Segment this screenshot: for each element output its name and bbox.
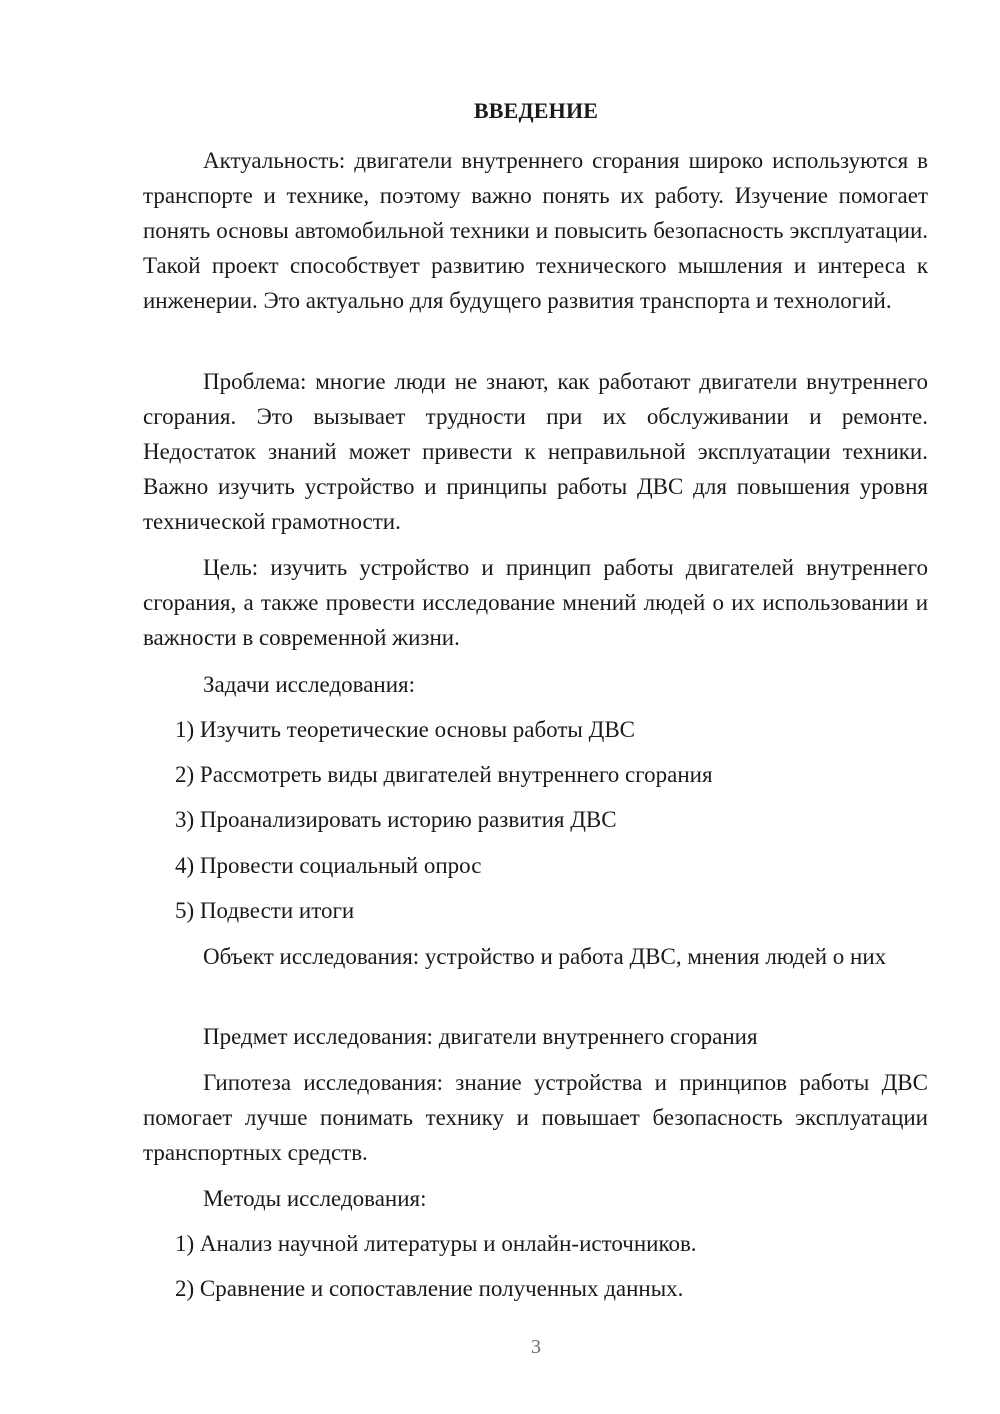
problem-paragraph: Проблема: многие люди не знают, как работают двигатели внутреннего сгорания. Это вызывает трудности при их обслуживании и ремонте. Недостаток знаний может привести к неправильной эксплуатации техники. Важно изучить устройство и принципы работы ДВС для повышения уровня технической грамотности. <box>143 369 928 534</box>
object-paragraph: Объект исследования: устройство и работа ДВС, мнения людей о них <box>203 944 887 969</box>
task-item-1: 1) Изучить теоретические основы работы ДВС <box>175 717 635 742</box>
goal-paragraph: Цель: изучить устройство и принцип работы двигателей внутреннего сгорания, а также провести исследование мнений людей о их использовании и важности в современной жизни. <box>143 555 928 650</box>
tasks-heading: Задачи исследования: <box>203 672 416 697</box>
task-item-4: 4) Провести социальный опрос <box>175 853 482 878</box>
subject-paragraph: Предмет исследования: двигатели внутреннего сгорания <box>203 1024 758 1049</box>
methods-heading: Методы исследования: <box>203 1186 427 1211</box>
task-item-5: 5) Подвести итоги <box>175 898 355 923</box>
relevance-paragraph: Актуальность: двигатели внутреннего сгорания широко используются в транспорте и технике, поэтому важно понять их работу. Изучение помогает понять основы автомобильной техники и повысить безопасность эксплуатации. Такой проект способствует развитию технического мышления и интереса к инженерии. Это актуально для будущего развития транспорта и технологий. <box>143 148 928 313</box>
section-title: ВВЕДЕНИЕ <box>473 98 599 123</box>
method-item-1: 1) Анализ научной литературы и онлайн-источников. <box>175 1231 697 1256</box>
page-number: 3 <box>531 1336 541 1358</box>
hypothesis-paragraph: Гипотеза исследования: знание устройства и принципов работы ДВС помогает лучше понимать технику и повышает безопасность эксплуатации транспортных средств. <box>143 1070 928 1165</box>
method-item-2: 2) Сравнение и сопоставление полученных данных. <box>175 1276 684 1301</box>
task-item-3: 3) Проанализировать историю развития ДВС <box>175 807 617 832</box>
task-item-2: 2) Рассмотреть виды двигателей внутреннего сгорания <box>175 762 713 787</box>
